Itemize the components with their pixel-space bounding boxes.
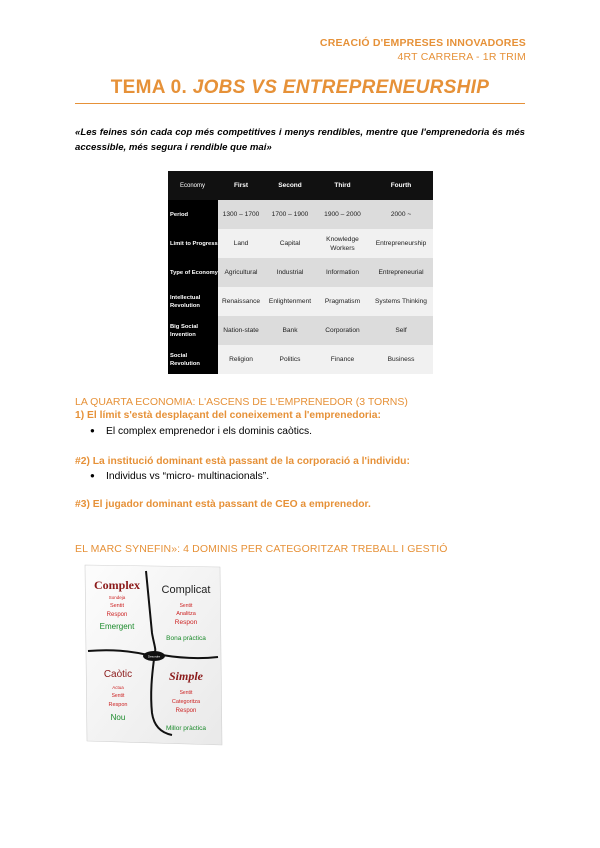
cynefin-framework-image	[82, 563, 224, 747]
table-cell: Enlightenment	[264, 287, 316, 316]
table-header-cell: Economy	[168, 171, 218, 200]
list-item	[90, 426, 312, 437]
economy-table	[168, 171, 433, 374]
row-header: Limit to Progress	[168, 229, 218, 258]
title-prefix: TEMA 0.	[110, 77, 193, 98]
complicated-practice: Bona pràctica	[166, 635, 206, 642]
table-row	[168, 316, 433, 345]
table-cell: Corporation	[316, 316, 369, 345]
chaotic-line: Actua	[112, 685, 124, 690]
table-cell: Business	[369, 345, 433, 374]
table-cell: Information	[316, 258, 369, 287]
table-cell: Knowledge Workers	[316, 229, 369, 258]
title-emphasis: JOBS VS ENTREPRENEURSHIP	[192, 77, 490, 98]
intro-quote: «Les feines són cada cop més competitives i menys rendibles, mentre que l'emprenedoria és més accessible, més segura i rendible que mai»	[75, 127, 525, 153]
table-header-cell: Fourth	[369, 171, 433, 200]
table-cell: Politics	[264, 345, 316, 374]
table-cell: Agricultural	[218, 258, 264, 287]
list-item-text: El complex emprenedor i els dominis caòtics.	[106, 426, 313, 437]
chaotic-line: Sentit	[111, 693, 125, 699]
simple-line: Respon	[175, 708, 197, 714]
simple-line: Sentit	[179, 690, 193, 696]
disorder-label: Desordre	[147, 654, 161, 659]
chaotic-title: Caòtic	[103, 669, 133, 680]
table-cell: 2000 ~	[369, 200, 433, 229]
table-cell: Pragmatism	[316, 287, 369, 316]
row-header: Big Social Invention	[168, 316, 218, 345]
simple-line: Categoritza	[171, 699, 201, 705]
table-row	[168, 229, 433, 258]
chaotic-practice: Nou	[110, 713, 126, 722]
bullet-icon: ●	[90, 471, 95, 480]
table-header-row	[168, 171, 433, 200]
table-cell: Land	[218, 229, 264, 258]
bullet-icon: ●	[90, 426, 95, 435]
complicated-line: Sentit	[179, 603, 193, 609]
simple-title: Simple	[168, 669, 204, 683]
table-header-cell: First	[218, 171, 264, 200]
table-header-cell: Second	[264, 171, 316, 200]
section-heading-fourth-economy: LA QUARTA ECONOMIA: L'ASCENS DE L'EMPRENEDOR (3 TORNS)	[75, 396, 408, 408]
table-cell: 1900 – 2000	[316, 200, 369, 229]
table-cell: Entrepreneurship	[369, 229, 433, 258]
chaotic-line: Respon	[108, 702, 128, 708]
table-cell: Nation-state	[218, 316, 264, 345]
table-cell: Self	[369, 316, 433, 345]
row-header: Period	[168, 200, 218, 229]
table-cell: Systems Thinking	[369, 287, 433, 316]
table-cell: Finance	[316, 345, 369, 374]
table-row	[168, 200, 433, 229]
table-cell: Entrepreneurial	[369, 258, 433, 287]
complex-line: Sentit	[109, 603, 125, 609]
table-row	[168, 258, 433, 287]
table-cell: Renaissance	[218, 287, 264, 316]
table-cell: Religion	[218, 345, 264, 374]
row-header: Intellectual Revolution	[168, 287, 218, 316]
point-1: 1) El límit s'està desplaçant del coneixement a l'emprenedoria:	[75, 410, 381, 421]
list-item-text: Individus vs “micro- multinacionals”.	[106, 471, 270, 482]
course-header: CREACIÓ D'EMPRESES INNOVADORES	[319, 37, 526, 49]
simple-practice: Millor pràctica	[165, 725, 207, 732]
table-cell: Bank	[264, 316, 316, 345]
table-cell: 1300 – 1700	[218, 200, 264, 229]
point-3: #3) El jugador dominant està passant de CEO a emprenedor.	[75, 499, 371, 510]
list-item	[90, 471, 269, 482]
complex-practice: Emergent	[99, 622, 135, 631]
row-header: Type of Economy	[168, 258, 218, 287]
complicated-line: Analitza	[176, 611, 196, 617]
table-row	[168, 287, 433, 316]
complicated-title: Complicat	[161, 584, 211, 596]
point-2: #2) La institució dominant està passant de la corporació a l'individu:	[75, 456, 410, 467]
section-heading-cynefin: EL MARC SYNEFIN»: 4 DOMINIS PER CATEGORITZAR TREBALL I GESTIÓ	[75, 543, 448, 555]
table-cell: Capital	[264, 229, 316, 258]
row-header: Social Revolution	[168, 345, 218, 374]
complex-line: Sondeja	[108, 595, 126, 600]
term-header: 4RT CARRERA - 1R TRIM	[397, 51, 526, 63]
complicated-line: Respon	[174, 619, 198, 626]
page-title	[75, 77, 525, 99]
table-row	[168, 345, 433, 374]
complex-title: Complex	[94, 578, 140, 592]
title-underline	[75, 103, 525, 104]
table-cell: Industrial	[264, 258, 316, 287]
complex-line: Respon	[106, 612, 128, 618]
table-cell: 1700 – 1900	[264, 200, 316, 229]
table-header-cell: Third	[316, 171, 369, 200]
